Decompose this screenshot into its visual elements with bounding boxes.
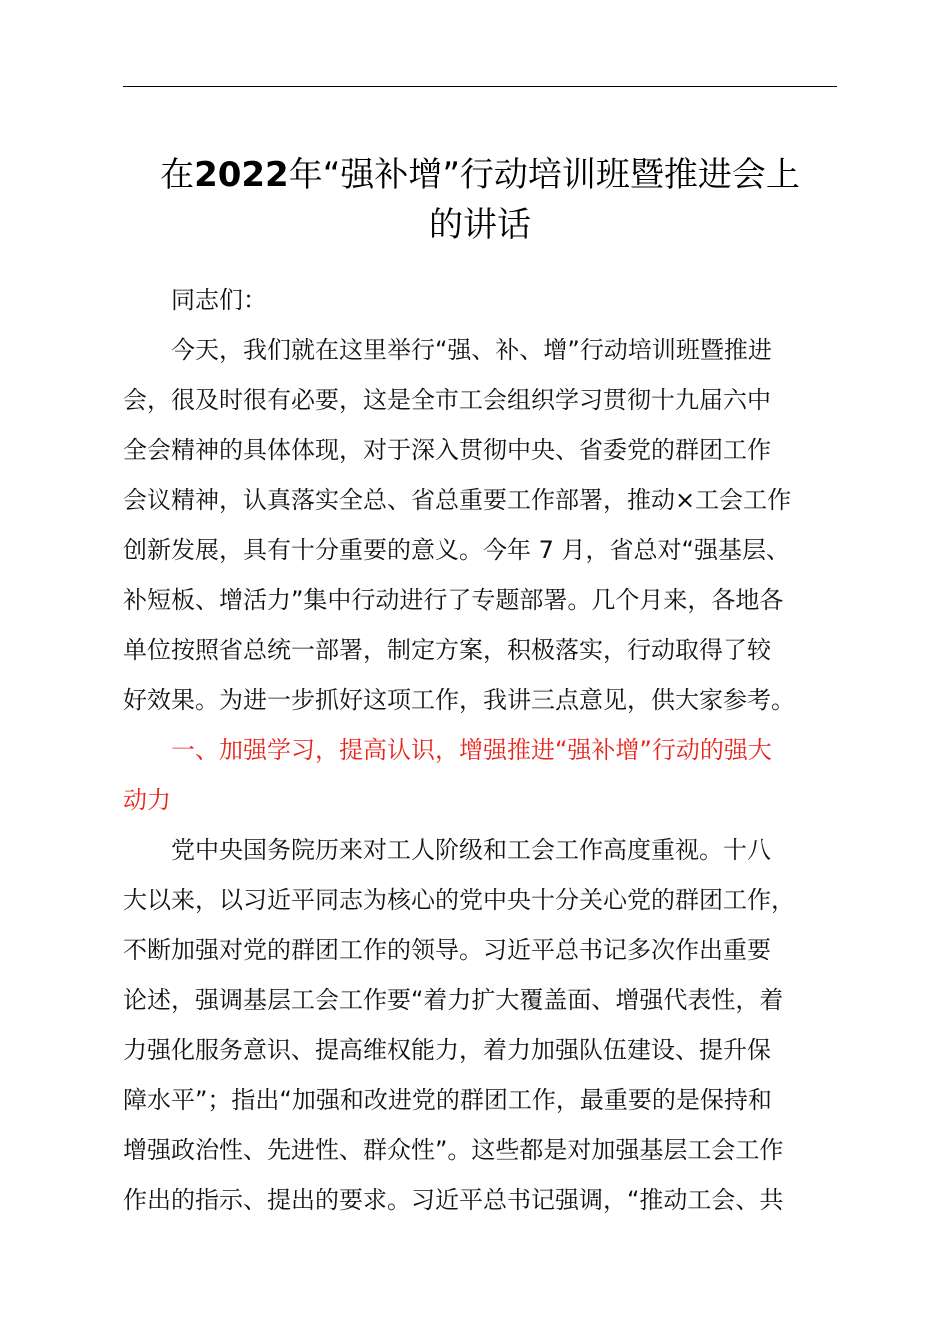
text-line: 不断加强对党的群团工作的领导。习近平总书记多次作出重要: [123, 936, 771, 964]
paragraph-section-1: [123, 825, 839, 1225]
title-line1-suffix: 年“强补增”行动培训班暨推进会上: [288, 155, 800, 195]
text-line: 好效果。为进一步抓好这项工作，我讲三点意见，供大家参考。: [123, 686, 795, 714]
salutation: 同志们：: [171, 286, 267, 314]
heading-line: 动力: [123, 786, 171, 814]
text-line: 障水平”；指出“加强和改进党的群团工作，最重要的是保持和: [123, 1086, 772, 1114]
text-line: 党中央国务院历来对工人阶级和工会工作高度重视。十八: [171, 836, 771, 864]
text-line: 大以来，以习近平同志为核心的党中央十分关心党的群团工作，: [123, 886, 795, 914]
title-year: 2022: [194, 155, 289, 195]
text-line: 补短板、增活力”集中行动进行了专题部署。几个月来，各地各: [123, 586, 784, 614]
text-line: 作出的指示、提出的要求。习近平总书记强调，“推动工会、共: [123, 1186, 784, 1214]
text-line: 会，很及时很有必要，这是全市工会组织学习贯彻十九届六中: [123, 386, 771, 414]
text-line: 论述，强调基层工会工作要“着力扩大覆盖面、增强代表性，着: [123, 986, 784, 1014]
heading-line: 一、加强学习，提高认识，增强推进“强补增”行动的强大: [171, 736, 772, 764]
text-line: 今天，我们就在这里举行“强、补、增”行动培训班暨推进: [171, 336, 772, 364]
text-line: 创新发展，具有十分重要的意义。今年 7 月，省总对“强基层、: [123, 536, 790, 564]
title-prefix: 在: [160, 155, 195, 195]
title-line2: 的讲话: [429, 205, 531, 245]
paragraph-intro: [123, 325, 839, 725]
text-line: 会议精神，认真落实全总、省总重要工作部署，推动×工会工作: [123, 486, 792, 514]
section-heading-1: [123, 725, 839, 825]
text-line: 增强政治性、先进性、群众性”。这些都是对加强基层工会工作: [123, 1136, 784, 1164]
text-line: 单位按照省总统一部署，制定方案，积极落实，行动取得了较: [123, 636, 771, 664]
header-rule: [123, 86, 837, 87]
text-line: 力强化服务意识、提高维权能力，着力加强队伍建设、提升保: [123, 1036, 771, 1064]
text-line: 全会精神的具体体现，对于深入贯彻中央、省委党的群团工作: [123, 436, 771, 464]
document-body: [123, 275, 839, 1225]
document-title: [123, 150, 837, 250]
